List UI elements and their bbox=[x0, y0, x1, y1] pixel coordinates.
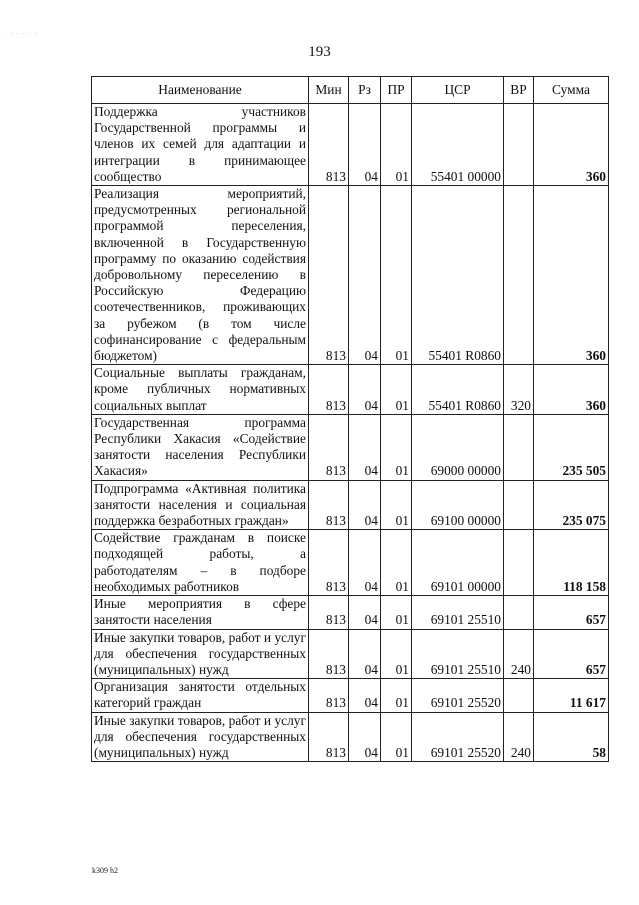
row-csr: 55401 R0860 bbox=[412, 365, 504, 415]
row-name: Иные закупки товаров, работ и услуг для обеспечения государственных (муниципальных) нужд bbox=[92, 712, 309, 762]
row-csr: 69101 25510 bbox=[412, 596, 504, 629]
row-name: Поддержка участников Государственной программы и членов их семей для адаптации и интеграции в принимающее сообщество bbox=[92, 104, 309, 186]
row-csr: 69100 00000 bbox=[412, 480, 504, 530]
row-csr: 69101 25510 bbox=[412, 629, 504, 679]
row-rz: 04 bbox=[349, 414, 381, 480]
row-pr: 01 bbox=[381, 629, 412, 679]
table-row bbox=[92, 629, 609, 679]
row-pr: 01 bbox=[381, 365, 412, 415]
header-vr: ВР bbox=[504, 77, 534, 104]
row-pr: 01 bbox=[381, 104, 412, 186]
row-name: Содействие гражданам в поиске подходящей работы, а работодателям – в подборе необходимых работников bbox=[92, 530, 309, 596]
row-csr: 69101 00000 bbox=[412, 530, 504, 596]
row-csr: 55401 R0860 bbox=[412, 186, 504, 365]
row-csr: 55401 00000 bbox=[412, 104, 504, 186]
header-rz: Рз bbox=[349, 77, 381, 104]
header-min: Мин bbox=[309, 77, 349, 104]
row-pr: 01 bbox=[381, 414, 412, 480]
row-sum: 360 bbox=[534, 365, 609, 415]
row-rz: 04 bbox=[349, 365, 381, 415]
row-pr: 01 bbox=[381, 712, 412, 762]
row-pr: 01 bbox=[381, 480, 412, 530]
table-header-row bbox=[92, 77, 609, 104]
row-rz: 04 bbox=[349, 104, 381, 186]
row-csr: 69101 25520 bbox=[412, 712, 504, 762]
row-vr bbox=[504, 104, 534, 186]
row-name: Иные мероприятия в сфере занятости населения bbox=[92, 596, 309, 629]
row-vr bbox=[504, 414, 534, 480]
row-sum: 11 617 bbox=[534, 679, 609, 712]
scan-artifact: · · · · · · bbox=[4, 30, 38, 38]
row-sum: 235 075 bbox=[534, 480, 609, 530]
row-sum: 235 505 bbox=[534, 414, 609, 480]
header-csr: ЦСР bbox=[412, 77, 504, 104]
row-min: 813 bbox=[309, 596, 349, 629]
row-csr: 69101 25520 bbox=[412, 679, 504, 712]
row-vr: 240 bbox=[504, 712, 534, 762]
row-min: 813 bbox=[309, 530, 349, 596]
row-rz: 04 bbox=[349, 186, 381, 365]
table-row bbox=[92, 414, 609, 480]
table-row bbox=[92, 596, 609, 629]
row-pr: 01 bbox=[381, 596, 412, 629]
row-sum: 360 bbox=[534, 186, 609, 365]
row-name: Организация занятости отдельных категорий граждан bbox=[92, 679, 309, 712]
row-min: 813 bbox=[309, 712, 349, 762]
page-number: 193 bbox=[308, 44, 331, 60]
row-min: 813 bbox=[309, 679, 349, 712]
row-vr bbox=[504, 596, 534, 629]
row-vr: 240 bbox=[504, 629, 534, 679]
table-row bbox=[92, 480, 609, 530]
row-min: 813 bbox=[309, 104, 349, 186]
row-vr bbox=[504, 186, 534, 365]
row-rz: 04 bbox=[349, 712, 381, 762]
row-name: Государственная программа Республики Хакасия «Содействие занятости населения Республики Хакасия» bbox=[92, 414, 309, 480]
row-name: Подпрограмма «Активная политика занятости населения и социальная поддержка безработных граждан» bbox=[92, 480, 309, 530]
row-sum: 58 bbox=[534, 712, 609, 762]
row-min: 813 bbox=[309, 629, 349, 679]
row-name: Реализация мероприятий, предусмотренных региональной программой переселения, включенной в Государственную программу по оказанию содействия добровольному переселению в Российскую Федерацию соотечественников, проживающих за рубежом (в том числе софинансирование с федеральным бюджетом) bbox=[92, 186, 309, 365]
row-name: Иные закупки товаров, работ и услуг для обеспечения государственных (муниципальных) нужд bbox=[92, 629, 309, 679]
row-rz: 04 bbox=[349, 679, 381, 712]
header-name: Наименование bbox=[92, 77, 309, 104]
row-rz: 04 bbox=[349, 530, 381, 596]
row-pr: 01 bbox=[381, 530, 412, 596]
row-csr: 69000 00000 bbox=[412, 414, 504, 480]
row-rz: 04 bbox=[349, 629, 381, 679]
row-sum: 657 bbox=[534, 629, 609, 679]
row-min: 813 bbox=[309, 365, 349, 415]
row-pr: 01 bbox=[381, 679, 412, 712]
table-row bbox=[92, 104, 609, 186]
table-row bbox=[92, 679, 609, 712]
row-vr: 320 bbox=[504, 365, 534, 415]
row-name: Социальные выплаты гражданам, кроме публичных нормативных социальных выплат bbox=[92, 365, 309, 415]
row-min: 813 bbox=[309, 186, 349, 365]
table-row bbox=[92, 365, 609, 415]
row-vr bbox=[504, 480, 534, 530]
header-pr: ПР bbox=[381, 77, 412, 104]
row-min: 813 bbox=[309, 414, 349, 480]
row-min: 813 bbox=[309, 480, 349, 530]
table-row bbox=[92, 530, 609, 596]
table-row bbox=[92, 186, 609, 365]
row-sum: 118 158 bbox=[534, 530, 609, 596]
row-vr bbox=[504, 530, 534, 596]
footer-code: k309 h2 bbox=[92, 866, 118, 875]
row-sum: 360 bbox=[534, 104, 609, 186]
header-sum: Сумма bbox=[534, 77, 609, 104]
row-vr bbox=[504, 679, 534, 712]
budget-table bbox=[91, 76, 609, 762]
row-pr: 01 bbox=[381, 186, 412, 365]
row-rz: 04 bbox=[349, 596, 381, 629]
table-row bbox=[92, 712, 609, 762]
row-rz: 04 bbox=[349, 480, 381, 530]
row-sum: 657 bbox=[534, 596, 609, 629]
